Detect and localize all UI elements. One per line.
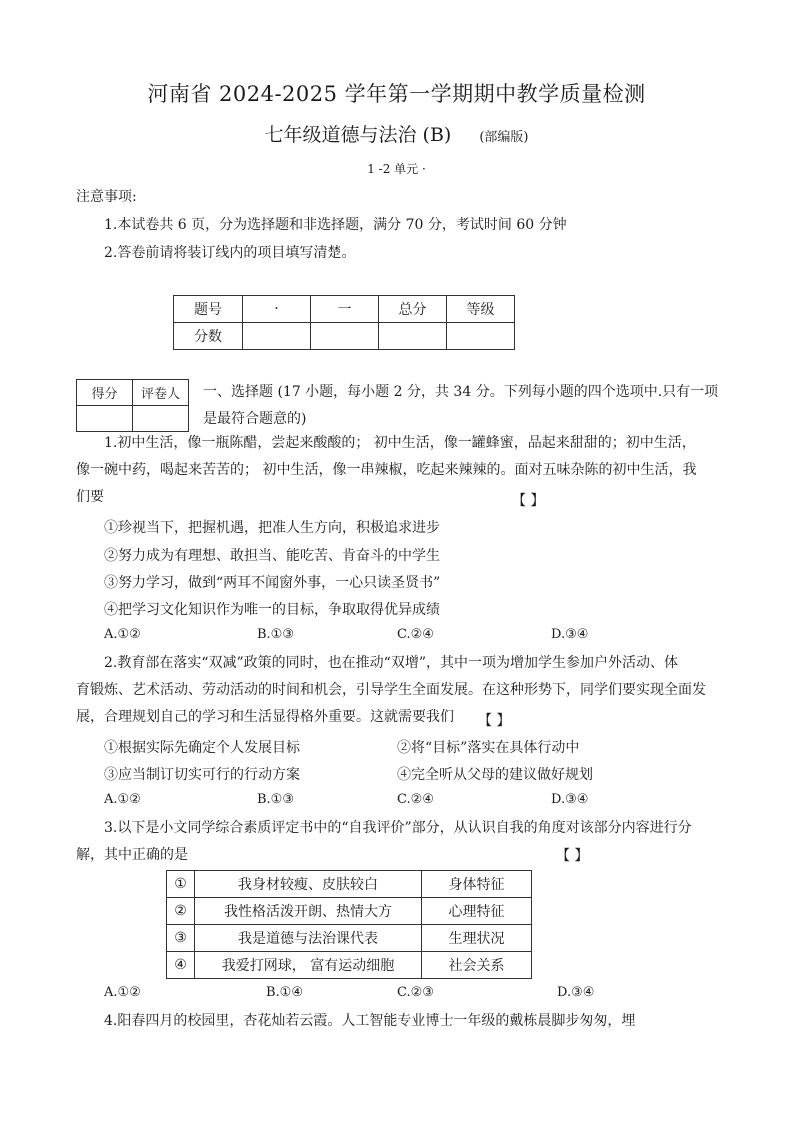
q4-text-line: 4.阳春四月的校园里，杏花灿若云霞。人工智能专业博士一年级的戴栋晨脚步匆匆，埋 bbox=[104, 1013, 636, 1029]
grader-score-label: 得分 bbox=[77, 380, 133, 406]
score-header-cell: · bbox=[243, 296, 311, 323]
section-1-heading: 一、选择题 (17 小题，每小题 2 分，共 34 分。下列每小题的四个选项中.只有一项 bbox=[203, 384, 719, 400]
score-header-cell: 等级 bbox=[447, 296, 515, 323]
score-header-cell: 题号 bbox=[174, 296, 243, 323]
q2-text-line: 2.教育部在落实“双减”政策的同时，也在推动“双增”，其中一项为增加学生参加户外活动、体 bbox=[104, 655, 678, 671]
q2-text-line: 展，合理规划自己的学习和生活显得格外重要。这就需要我们 bbox=[76, 709, 454, 725]
q1-text-line: 1.初中生活，像一瓶陈醋，尝起来酸酸的； 初中生活，像一罐蜂蜜，品起来甜甜的；初中生活， bbox=[104, 435, 696, 451]
q1-choice-c[interactable]: C.②④ bbox=[397, 627, 434, 642]
row-category: 生理状况 bbox=[422, 925, 532, 952]
q1-choice-b[interactable]: B.①③ bbox=[257, 627, 294, 642]
q1-choice-d[interactable]: D.③④ bbox=[551, 627, 589, 642]
score-input-cell[interactable] bbox=[379, 323, 447, 350]
question-4 bbox=[76, 1008, 716, 1035]
q1-text-line: 们要 bbox=[76, 489, 104, 505]
q2-option: ①根据实际先确定个人发展目标 bbox=[104, 740, 300, 756]
table-row bbox=[167, 925, 532, 952]
q1-option: ③努力学习，做到“两耳不闻窗外事，一心只读圣贤书” bbox=[104, 575, 441, 591]
notes-title: 注意事项: bbox=[76, 189, 137, 205]
row-category: 心理特征 bbox=[422, 898, 532, 925]
row-category: 社会关系 bbox=[422, 952, 532, 979]
subject-title: 七年级道德与法治 (B) bbox=[264, 124, 452, 146]
q1-option: ②努力成为有理想、敢担当、能吃苦、肯奋斗的中学生 bbox=[104, 548, 440, 564]
row-number: ④ bbox=[167, 952, 195, 979]
row-number: ③ bbox=[167, 925, 195, 952]
q1-text-line: 像一碗中药，喝起来苦苦的； 初中生活，像一串辣椒，吃起来辣辣的。面对五味杂陈的初中生活，我 bbox=[76, 462, 697, 478]
q3-answer-bracket[interactable]: 【 】 bbox=[556, 848, 589, 864]
score-table-header-row bbox=[174, 296, 515, 323]
row-category: 身体特征 bbox=[422, 871, 532, 898]
unit-scope: 1 -2 单元 · bbox=[367, 162, 426, 176]
row-text: 我身材较瘦、皮肤较白 bbox=[195, 871, 422, 898]
q3-text-line: 解，其中正确的是 bbox=[76, 847, 188, 863]
grader-name-cell[interactable] bbox=[133, 406, 189, 432]
q2-choice-a[interactable]: A.①② bbox=[104, 792, 141, 807]
row-number: ② bbox=[167, 898, 195, 925]
score-input-cell[interactable] bbox=[311, 323, 379, 350]
score-input-cell[interactable] bbox=[243, 323, 311, 350]
q2-text-line: 育锻炼、艺术活动、劳动活动的时间和机会，引导学生全面发展。在这种形势下，同学们要实现全面发 bbox=[76, 682, 706, 698]
grader-table bbox=[76, 379, 189, 432]
score-input-cell[interactable] bbox=[447, 323, 515, 350]
q3-choice-b[interactable]: B.①④ bbox=[266, 985, 303, 1000]
table-row bbox=[167, 871, 532, 898]
score-header-cell: 一 bbox=[311, 296, 379, 323]
grader-score-cell[interactable] bbox=[77, 406, 133, 432]
exam-subtitle bbox=[0, 120, 793, 147]
note-item-1: 1.本试卷共 6 页，分为选择题和非选择题，满分 70 分，考试时间 60 分钟 bbox=[104, 217, 567, 233]
q3-text-line: 3.以下是小文同学综合素质评定书中的“自我评价”部分，从认识自我的角度对该部分内容进行分 bbox=[104, 820, 692, 836]
question-1 bbox=[76, 430, 716, 511]
row-text: 我是道德与法治课代表 bbox=[195, 925, 422, 952]
table-row bbox=[167, 898, 532, 925]
q1-option: ④把学习文化知识作为唯一的目标，争取取得优异成绩 bbox=[104, 602, 440, 618]
q2-option: ③应当制订切实可行的行动方案 bbox=[104, 767, 300, 783]
section-1-heading-cont: 是最符合题意的) bbox=[203, 411, 307, 427]
q1-option: ①珍视当下，把握机遇，把准人生方向，积极追求进步 bbox=[104, 520, 440, 536]
question-3 bbox=[76, 815, 716, 869]
q2-option: ②将“目标”落实在具体行动中 bbox=[397, 740, 580, 756]
score-row-label: 分数 bbox=[174, 323, 243, 350]
exam-title: 河南省 2024-2025 学年第一学期期中教学质量检测 bbox=[147, 82, 646, 106]
row-number: ① bbox=[167, 871, 195, 898]
q2-choice-c[interactable]: C.②④ bbox=[397, 792, 434, 807]
q2-answer-bracket[interactable]: 【 】 bbox=[478, 713, 511, 729]
q3-choice-a[interactable]: A.①② bbox=[104, 985, 141, 1000]
q3-choice-d[interactable]: D.③④ bbox=[557, 985, 595, 1000]
grader-name-label: 评卷人 bbox=[133, 380, 189, 406]
q2-choice-d[interactable]: D.③④ bbox=[551, 792, 589, 807]
q2-option: ④完全听从父母的建议做好规划 bbox=[397, 767, 593, 783]
note-item-2: 2.答卷前请将装订线内的项目填写清楚。 bbox=[104, 245, 356, 261]
score-table-value-row bbox=[174, 323, 515, 350]
score-table bbox=[173, 295, 515, 350]
score-header-cell: 总分 bbox=[379, 296, 447, 323]
table-row bbox=[167, 952, 532, 979]
q1-choice-a[interactable]: A.①② bbox=[104, 627, 141, 642]
edition-label: (部编版) bbox=[479, 130, 529, 145]
q3-choice-c[interactable]: C.②③ bbox=[397, 985, 434, 1000]
question-2 bbox=[76, 650, 716, 731]
q1-answer-bracket[interactable]: 【 】 bbox=[512, 493, 545, 509]
q2-choice-b[interactable]: B.①③ bbox=[257, 792, 294, 807]
row-text: 我性格活泼开朗、热情大方 bbox=[195, 898, 422, 925]
self-evaluation-table bbox=[166, 870, 532, 979]
row-text: 我爱打网球， 富有运动细胞 bbox=[195, 952, 422, 979]
